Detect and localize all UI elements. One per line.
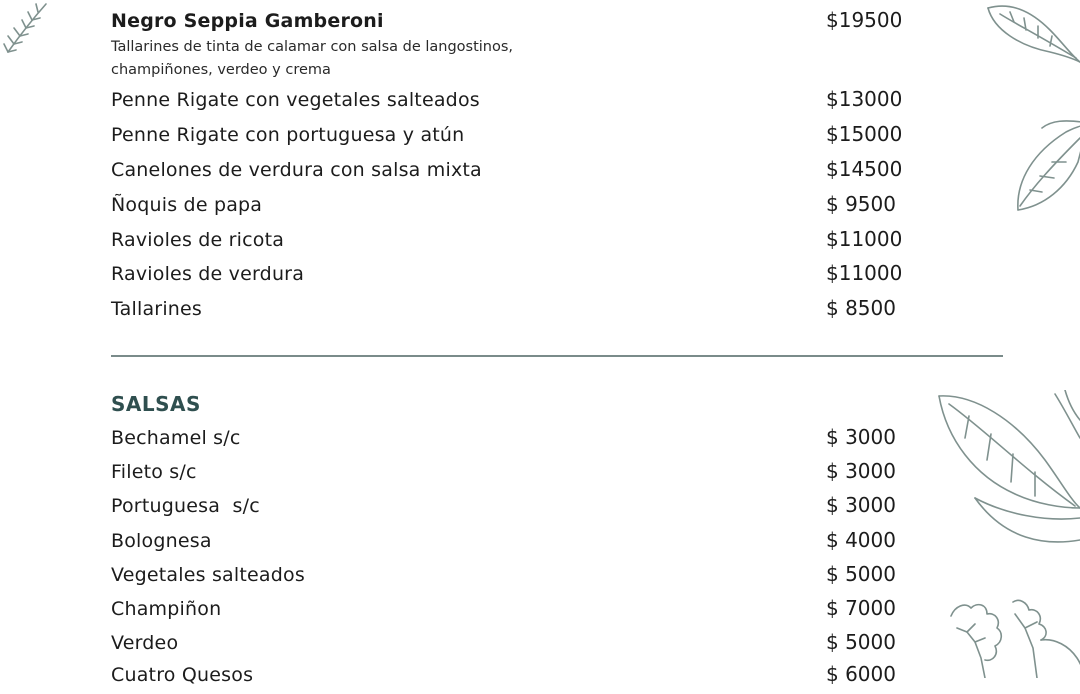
- item-name: Negro Seppia Gamberoni: [111, 10, 384, 32]
- item-price: $ 4000: [826, 528, 896, 552]
- item-price: $13000: [826, 87, 903, 111]
- item-name: Champiñon: [111, 598, 222, 620]
- item-name: Penne Rigate con portuguesa y atún: [111, 124, 465, 146]
- item-name: Ravioles de verdura: [111, 263, 305, 285]
- menu-item: [111, 194, 901, 224]
- menu-item: [111, 530, 901, 560]
- menu-item: [111, 598, 901, 628]
- item-price: $ 9500: [826, 192, 896, 216]
- menu-item: [111, 263, 901, 293]
- item-price: $ 3000: [826, 459, 896, 483]
- menu-item: [111, 461, 901, 491]
- item-name: Verdeo: [111, 632, 179, 654]
- section-divider: [111, 355, 1003, 357]
- item-price: $ 3000: [826, 493, 896, 517]
- menu-item: [111, 124, 901, 154]
- item-name: Cuatro Quesos: [111, 664, 254, 686]
- item-price: $ 5000: [826, 562, 896, 586]
- item-price: $ 3000: [826, 425, 896, 449]
- section-title-salsas: SALSAS: [111, 392, 201, 416]
- leaf-decoration-top-left: [0, 0, 60, 60]
- item-price: $ 6000: [826, 662, 896, 686]
- item-name: Tallarines: [111, 298, 203, 320]
- leaf-decoration-right-upper: [1012, 118, 1080, 218]
- item-price: $ 8500: [826, 296, 896, 320]
- menu-item: [111, 495, 901, 525]
- item-price: $19500: [826, 8, 903, 32]
- item-name: Penne Rigate con vegetales salteados: [111, 89, 480, 111]
- menu-item: [111, 664, 901, 694]
- leaf-decoration-right-middle: [935, 390, 1080, 550]
- item-description-line-2: champiñones, verdeo y crema: [111, 62, 331, 78]
- item-price: $15000: [826, 122, 903, 146]
- item-name: Bolognesa: [111, 530, 212, 552]
- menu-item: [111, 89, 901, 119]
- item-price: $11000: [826, 227, 903, 251]
- item-price: $14500: [826, 157, 903, 181]
- menu-item: [111, 229, 901, 259]
- item-price: $11000: [826, 261, 903, 285]
- menu-item: [111, 159, 901, 189]
- item-name: Vegetales salteados: [111, 564, 305, 586]
- menu-item: [111, 632, 901, 662]
- item-name: Ñoquis de papa: [111, 194, 263, 216]
- leaf-decoration-top-right: [980, 0, 1080, 80]
- item-name: Bechamel s/c: [111, 427, 241, 449]
- item-description-line-1: Tallarines de tinta de calamar con salsa de langostinos,: [111, 39, 514, 55]
- item-name: Ravioles de ricota: [111, 229, 285, 251]
- item-price: $ 5000: [826, 630, 896, 654]
- menu-item: [111, 427, 901, 457]
- item-name: Portuguesa s/c: [111, 495, 260, 517]
- menu-item: [111, 564, 901, 594]
- item-price: $ 7000: [826, 596, 896, 620]
- menu-item: [111, 298, 901, 328]
- item-name: Canelones de verdura con salsa mixta: [111, 159, 482, 181]
- leaf-decoration-bottom-right: [945, 598, 1080, 678]
- item-name: Fileto s/c: [111, 461, 197, 483]
